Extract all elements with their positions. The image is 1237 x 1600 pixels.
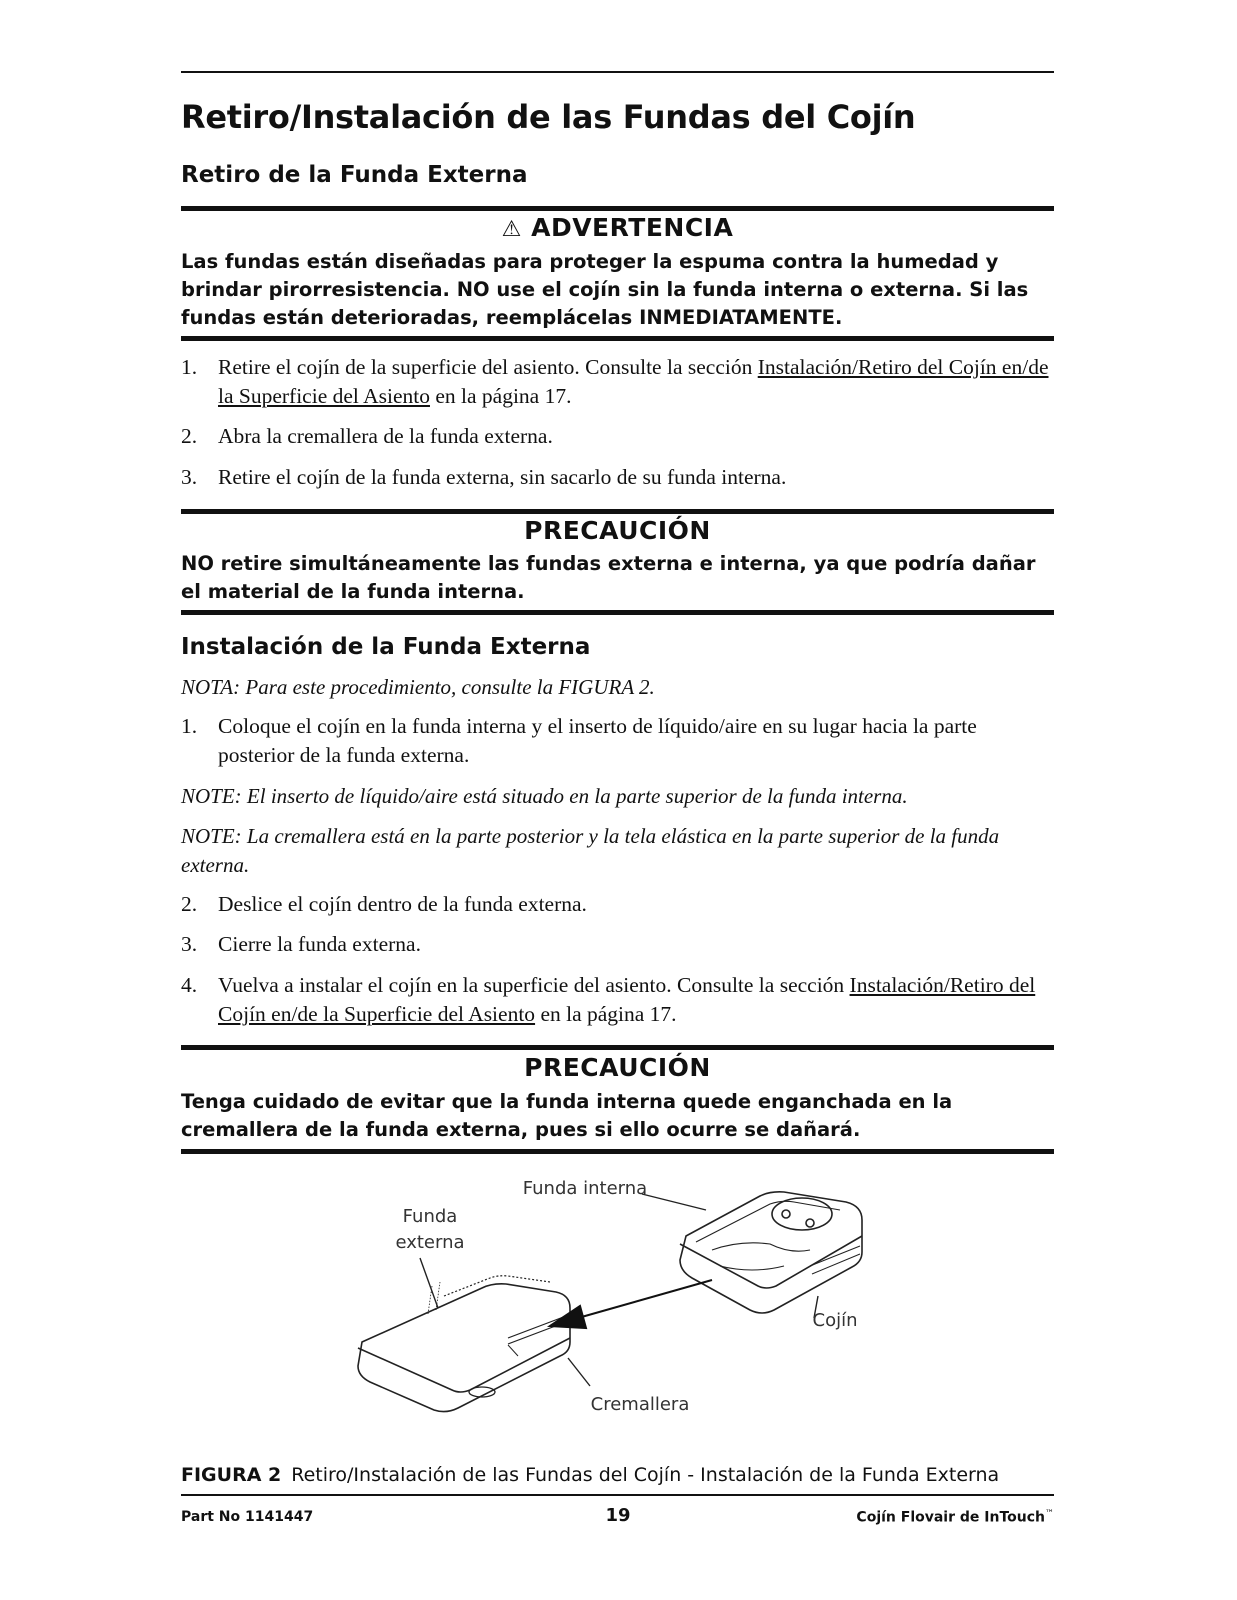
install-step-3: 3. Cierre la funda externa. xyxy=(181,932,421,956)
page-number: 19 xyxy=(605,1505,631,1526)
removal-step-1: 1. Retire el cojín de la superficie del asiento. Consulte la sección Instalación/Retiro del Cojín en/de la Superficie del Asiento en la página 17. xyxy=(181,355,1049,408)
warning-title-text: ADVERTENCIA xyxy=(531,213,734,242)
note-insert-location: NOTE: El inserto de líquido/aire está situado en la parte superior de la funda interna. xyxy=(181,784,908,808)
caution2-title: PRECAUCIÓN xyxy=(524,1053,711,1082)
outer-cover-drawing xyxy=(358,1276,570,1412)
install-step-1: 1. Coloque el cojín en la funda interna y el inserto de líquido/aire en su lugar hacia la parte posterior de la funda externa. xyxy=(181,714,977,767)
warning-triangle-icon: ⚠ xyxy=(501,217,522,242)
caution1-text xyxy=(181,550,1054,606)
install-step-2: 2. Deslice el cojín dentro de la funda externa. xyxy=(181,892,587,916)
label-zipper: Cremallera xyxy=(590,1394,690,1415)
label-outer-cover: Funda externa xyxy=(395,1206,465,1253)
top-rule xyxy=(181,71,1054,73)
footer-product-name: Cojín Flovair de InTouch™ xyxy=(856,1509,1054,1526)
figure-number: FIGURA 2 xyxy=(181,1464,282,1486)
footer-part-number: Part No 1141447 xyxy=(181,1509,314,1525)
section-heading-installation: Instalación de la Funda Externa xyxy=(181,634,591,660)
warning-text xyxy=(181,248,1054,332)
caution2-top-rule xyxy=(181,1045,1054,1050)
leader-outer-cover xyxy=(420,1258,438,1308)
caution-line: NO retire simultáneamente las fundas externa e interna, ya que podría dañar xyxy=(181,552,1036,575)
section-heading-removal: Retiro de la Funda Externa xyxy=(181,162,528,188)
caution2-text xyxy=(181,1088,1054,1144)
caution1-top-rule xyxy=(181,509,1054,514)
install-step-4: 4. Vuelva a instalar el cojín en la superficie del asiento. Consulte la sección Instalación/Retiro del Cojín en/de la Superficie del Asiento en la página 17. xyxy=(181,973,1036,1026)
caution1-bottom-rule xyxy=(181,610,1054,615)
page-title: Retiro/Instalación de las Fundas del Cojín xyxy=(181,98,916,136)
figure-caption xyxy=(181,1464,1054,1486)
leader-zipper xyxy=(568,1358,590,1386)
caution1-title: PRECAUCIÓN xyxy=(524,516,711,545)
figure-caption-text: Retiro/Instalación de las Fundas del Cojín - Instalación de la Funda Externa xyxy=(291,1464,1000,1486)
warning-top-rule xyxy=(181,206,1054,211)
cushion-drawing xyxy=(680,1192,862,1313)
removal-step-3: 3. Retire el cojín de la funda externa, sin sacarlo de su funda interna. xyxy=(181,465,787,489)
insertion-arrow xyxy=(550,1280,712,1328)
caution-line: Tenga cuidado de evitar que la funda interna quede enganchada en la xyxy=(181,1090,953,1113)
link-cushion-installation[interactable]: Instalación/Retiro del Cojín en/de la Superficie del Asiento xyxy=(218,355,1049,408)
note-zipper-location: NOTE: La cremallera está en la parte posterior y la tela elástica en la parte superior de la funda externa. xyxy=(181,824,1000,877)
footer-rule xyxy=(181,1494,1054,1496)
removal-step-2: 2. Abra la cremallera de la funda externa. xyxy=(181,424,553,448)
label-inner-cover: Funda interna xyxy=(522,1178,648,1199)
warning-bottom-rule xyxy=(181,336,1054,341)
warning-line: brindar pirorresistencia. NO use el cojín sin la funda interna o externa. Si las xyxy=(181,278,1029,301)
note-figure-reference: NOTA: Para este procedimiento, consulte la FIGURA 2. xyxy=(181,675,655,699)
caution-line: cremallera de la funda externa, pues si ello ocurre se dañará. xyxy=(181,1118,861,1141)
warning-line: fundas están deterioradas, reemplácelas INMEDIATAMENTE. xyxy=(181,306,843,329)
link-cushion-installation[interactable]: Instalación/Retiro del Cojín en/de la Superficie del Asiento xyxy=(218,973,1036,1026)
warning-line: Las fundas están diseñadas para proteger la espuma contra la humedad y xyxy=(181,250,999,273)
caution2-bottom-rule xyxy=(181,1149,1054,1154)
caution-line: el material de la funda interna. xyxy=(181,580,525,603)
label-cushion: Cojín xyxy=(812,1310,858,1331)
warning-title xyxy=(181,213,1054,242)
